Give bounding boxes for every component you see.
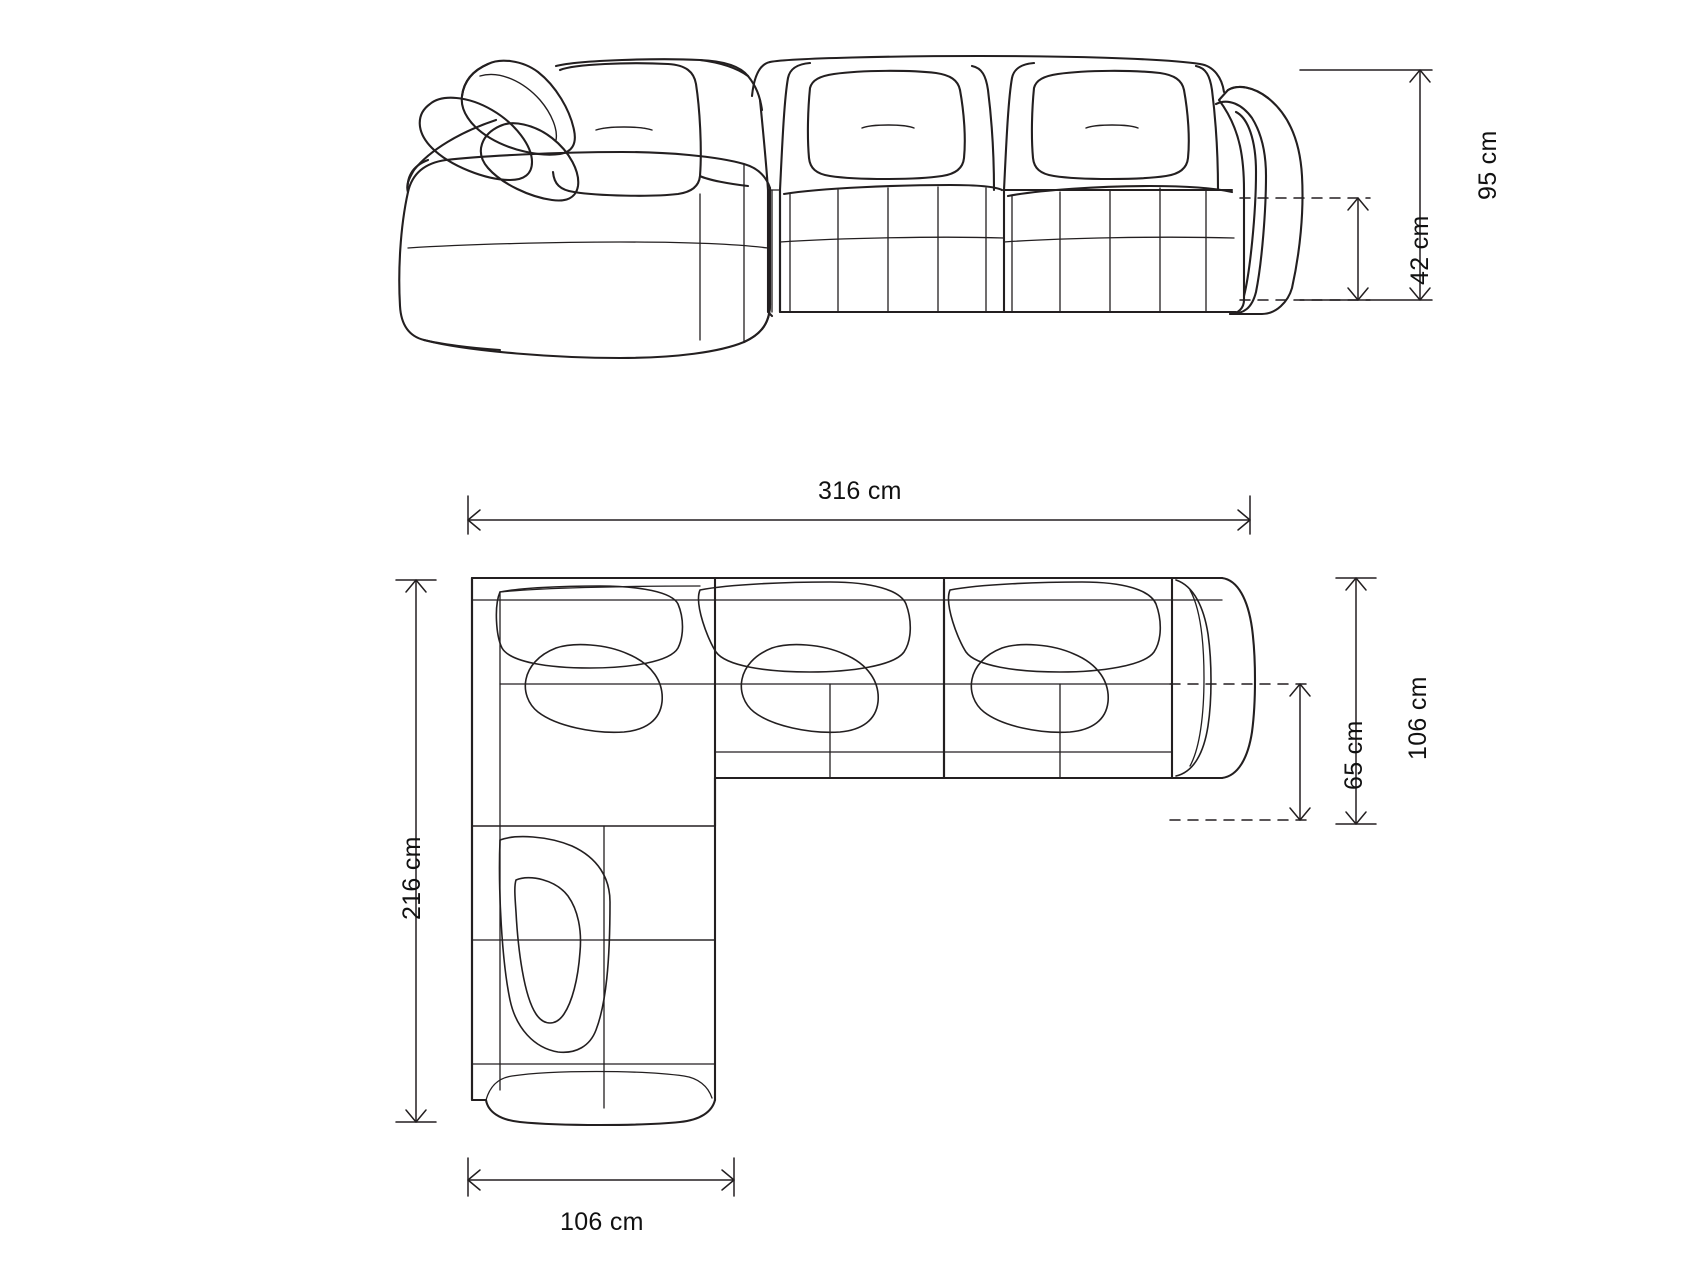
plan-dimensions xyxy=(396,496,1376,1196)
dimension-label-height-95: 95 cm xyxy=(1474,130,1502,200)
dimension-label-depth-216: 216 cm xyxy=(398,836,426,920)
dimension-label-depth-106: 106 cm xyxy=(1404,676,1432,760)
dimension-label-height-42: 42 cm xyxy=(1406,215,1434,285)
front-dimensions xyxy=(1240,70,1432,300)
top-plan-view xyxy=(472,578,1255,1125)
dimension-label-width-316: 316 cm xyxy=(818,477,902,505)
dimension-label-width-106: 106 cm xyxy=(560,1208,644,1236)
front-elevation-view xyxy=(399,56,1302,358)
dimension-label-depth-65: 65 cm xyxy=(1340,720,1368,790)
